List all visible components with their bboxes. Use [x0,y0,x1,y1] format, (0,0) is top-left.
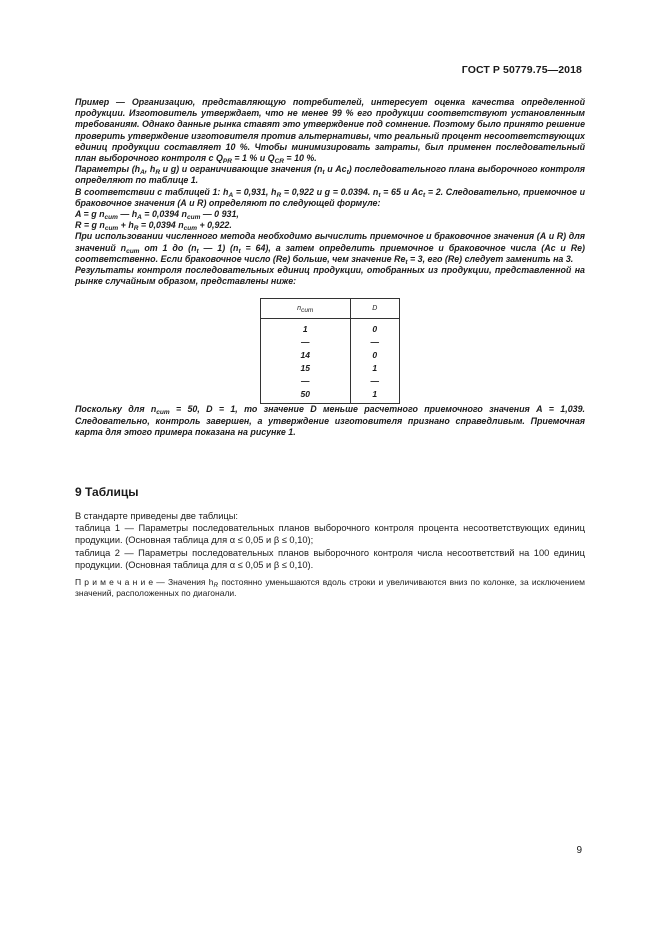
table-cell-d: 0 [350,319,399,336]
table-row [261,335,400,348]
table-row [261,361,400,374]
formula-acceptance: A = g $n_{cum}$ — $h_A = 0,0394$ $n_{cum}$ — 0 931, [75,209,239,222]
section-body [75,510,585,599]
table-cell-ncum: 1 [261,319,351,336]
table-cell-ncum: — [261,374,351,387]
table-1-description: таблица 1 — Параметры последовательных планов выборочного контроля процента несоответствующих единиц продукции. (Основная таблица для α ≤ 0,05 и β ≤ 0,10); [75,523,585,546]
page-number: 9 [576,845,582,856]
example-paragraph-numeric-method: При использовании численного метода необходимо вычислить приемочное и браковочное значения (А и R) для значений $n_{cum}$ от 1 до ($n_t$ — 1) $(n_t = 64)$, а затем определить приемочное и браковочное числа (Ac и Re) соответственно. Если браковочное число (Re) больше, чем значение $Re_t = 3$, его (Re) следует заменить на 3. [75,231,586,266]
example-paragraph-results: Результаты контроля последовательных единиц продукции, отобранных из продукции, представленной на рынке случайным образом, представлены ниже: [75,265,585,287]
section-title: 9 Таблицы [75,485,139,499]
table-row [261,319,400,336]
example-block [75,97,585,438]
table-cell-d: — [350,374,399,387]
table-cell-ncum: 50 [261,387,351,404]
example-paragraph-conclusion: Поскольку для $n_{cum} = 50$, D = 1, то значение D меньше расчетного приемочного значения А = 1,039. Следовательно, контроль завершен, а утверждение изготовителя признано справедливым. Приемочная карта для этого примера показана на рисунке 1. [75,404,585,437]
section-note: П р и м е ч а н и е — Значения $h_R$ постоянно уменьшаются вдоль строки и увеличиваются вниз по колонке, за исключением значений, расположенных по диагонали. [75,577,585,599]
example-paragraph-intro: Пример — Организацию, представляющую потребителей, интересует оценка качества определенной продукции. Изготовитель утверждает, что не менее 99 % его продукции соответствуют установленным требованиям. Однако данные рынка ставят это утверждение под сомнение. Поэтому было принято решение проверить утверждение изготовителя против альтернативы, что реальный процент несоответствующих единиц продукции составляет 10 %. Чтобы минимизировать затраты, был применен последовательный план выборочного контроля с $Q_{PR} = 1$ % и $Q_{CR} = 10$ %. [75,97,585,166]
table-cell-d: 0 [350,348,399,361]
column-header-ncum: $n_{cum}$ [261,299,351,319]
table-cell-ncum: — [261,335,351,348]
table-row [261,348,400,361]
table-cell-d: 1 [350,361,399,374]
table-cell-d: 1 [350,387,399,404]
table-row [261,374,400,387]
table-row [261,387,400,404]
table-cell-ncum: 14 [261,348,351,361]
table-2-description: таблица 2 — Параметры последовательных планов выборочного контроля числа несоответствий на 100 единиц продукции. (Основная таблица для α ≤ 0,05 и β ≤ 0,10). [75,547,585,570]
formula-rejection: R = g $n_{cum} + h_R = 0,0394$ $n_{cum} + 0,922$. [75,220,232,233]
example-paragraph-parameters: Параметры ($h_A$, $h_R$ и g) и ограничивающие значения ($n_t$ и $Ac_t$) последовательного плана выборочного контроля определяют по таблице 1. [75,164,585,186]
results-table-header [261,299,400,319]
table-cell-ncum: 15 [261,361,351,374]
note-label: П р и м е ч а н и е [75,577,154,588]
document-id-header: ГОСТ Р 50779.75—2018 [461,64,582,76]
section-intro: В стандарте приведены две таблицы: [75,511,239,521]
column-header-d: D [350,299,399,319]
table-cell-d: — [350,335,399,348]
results-table [260,298,400,404]
example-paragraph-values: В соответствии с таблицей 1: $h_A = 0,931$, $h_R = 0,922$ и g = 0.0394. $n_t = 65$ и $Ac_t = 2$. Следовательно, приемочное и браковочное значения (А и R) определяют по следующей формуле: [75,186,585,208]
